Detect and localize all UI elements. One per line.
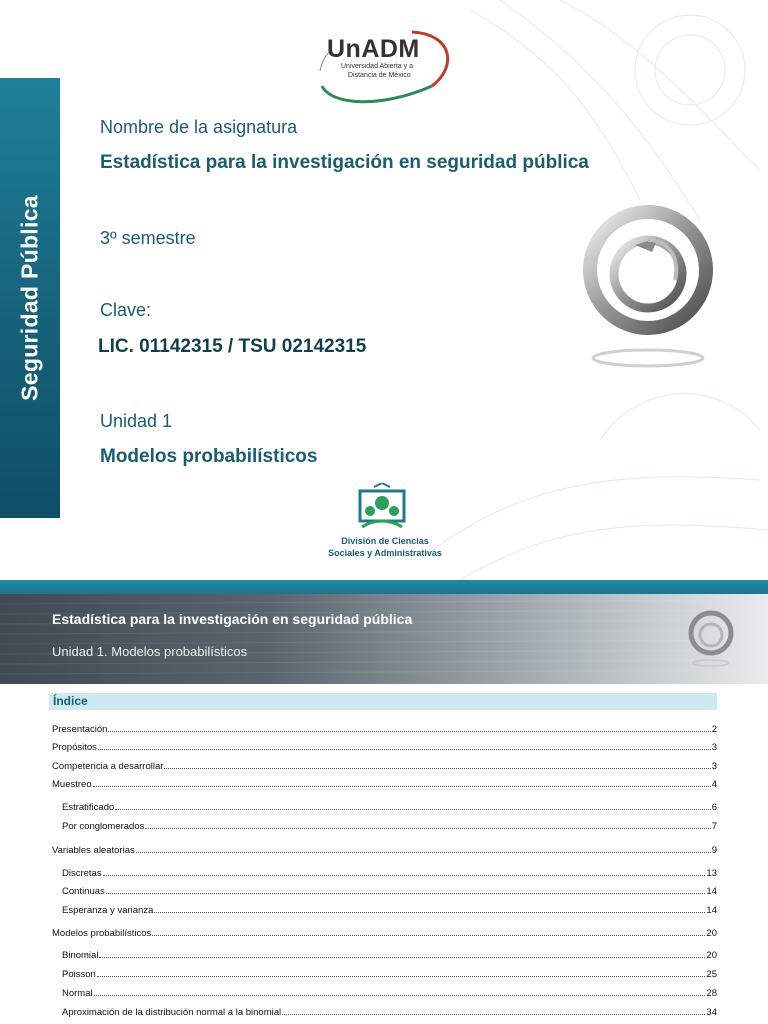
toc-leader (115, 809, 710, 810)
toc-label: Esperanza y varianza (62, 905, 154, 916)
banner-emblem-icon (686, 607, 736, 669)
toc-leader (99, 957, 705, 958)
toc-leader (136, 852, 711, 853)
toc-page: 3 (711, 761, 717, 772)
toc-entry[interactable] (52, 721, 717, 735)
toc-entry[interactable] (62, 1004, 717, 1018)
toc-page: 9 (711, 845, 717, 856)
toc-leader (97, 976, 706, 977)
toc-label: Propósitos (52, 742, 97, 753)
toc-page: 3 (711, 742, 717, 753)
toc-label: Aproximación de la distribución normal a la binomial (62, 1007, 282, 1018)
banner-subtitle: Unidad 1. Modelos probabilísticos (52, 644, 248, 659)
division-line-2: Sociales y Administrativas (328, 548, 442, 558)
index-heading: Índice (53, 694, 88, 708)
toc-page: 20 (706, 928, 717, 939)
toc-leader (152, 935, 705, 936)
toc-entry[interactable] (62, 818, 717, 832)
unit-label: Unidad 1 (100, 411, 173, 431)
toc-leader (94, 995, 706, 996)
clave-label: Clave: (100, 300, 152, 320)
toc-leader (145, 828, 710, 829)
toc-label: Continuas (62, 886, 105, 897)
toc-label: Discretas (62, 868, 102, 879)
toc-page: 2 (711, 724, 717, 735)
toc-entry[interactable] (62, 865, 717, 879)
toc-label: Modelos probabilísticos (52, 928, 152, 939)
toc-label: Normal (62, 988, 93, 999)
toc-entry[interactable] (52, 776, 717, 790)
toc-label: Muestreo (52, 779, 92, 790)
toc-label: Estratificado (62, 802, 115, 813)
toc-page: 20 (706, 950, 717, 961)
toc-entry[interactable] (62, 966, 717, 980)
toc-leader (98, 749, 711, 750)
toc-label: Presentación (52, 724, 108, 735)
toc-label: Variables aleatorias (52, 845, 135, 856)
toc-leader (164, 768, 710, 769)
toc-entry[interactable] (62, 883, 717, 897)
banner-title: Estadística para la investigación en seguridad pública (52, 611, 413, 627)
toc-entry[interactable] (62, 985, 717, 999)
toc-entry[interactable] (52, 842, 717, 856)
toc-leader (154, 912, 705, 913)
toc-leader (93, 786, 711, 787)
toc-entry[interactable] (52, 925, 717, 939)
division-logo-icon (350, 483, 414, 537)
page-banner (0, 594, 768, 684)
unadm-logo-title: UnADM (327, 35, 420, 63)
toc-entry[interactable] (62, 947, 717, 961)
toc-entry[interactable] (52, 739, 717, 753)
subject-name: Estadística para la investigación en seguridad pública (100, 152, 589, 173)
toc-label: Binomial (62, 950, 99, 961)
toc-leader (106, 893, 706, 894)
index-heading-bar (49, 693, 717, 710)
toc-leader (103, 875, 706, 876)
silver-emblem-icon (580, 200, 720, 375)
division-line-1: División de Ciencias (341, 536, 429, 546)
toc-entry[interactable] (62, 799, 717, 813)
toc-page: 34 (706, 1007, 717, 1018)
toc-leader (108, 731, 710, 732)
semester: 3º semestre (100, 228, 196, 248)
clave-value: LIC. 01142315 / TSU 02142315 (98, 336, 367, 357)
toc-page: 28 (706, 988, 717, 999)
banner-top-strip (0, 580, 768, 594)
toc-entry[interactable] (62, 902, 717, 916)
side-label: Seguridad Pública (16, 195, 43, 401)
toc-page: 14 (706, 886, 717, 897)
toc-page: 13 (706, 868, 717, 879)
unadm-logo-subtitle-1: Universidad Abierta y a (341, 63, 413, 70)
subject-label: Nombre de la asignatura (100, 117, 298, 137)
unit-name: Modelos probabilísticos (100, 446, 318, 467)
toc-label: Por conglomerados (62, 821, 145, 832)
toc-label: Competencia a desarrollar (52, 761, 164, 772)
toc-page: 25 (706, 969, 717, 980)
toc-page: 7 (711, 821, 717, 832)
toc-page: 6 (711, 802, 717, 813)
toc-entry[interactable] (52, 758, 717, 772)
toc-page: 14 (706, 905, 717, 916)
toc-label: Poisson (62, 969, 96, 980)
banner-texture (0, 594, 768, 684)
unadm-logo-subtitle-2: Distancia de México (348, 72, 411, 79)
toc-page: 4 (711, 779, 717, 790)
toc-leader (282, 1014, 705, 1015)
